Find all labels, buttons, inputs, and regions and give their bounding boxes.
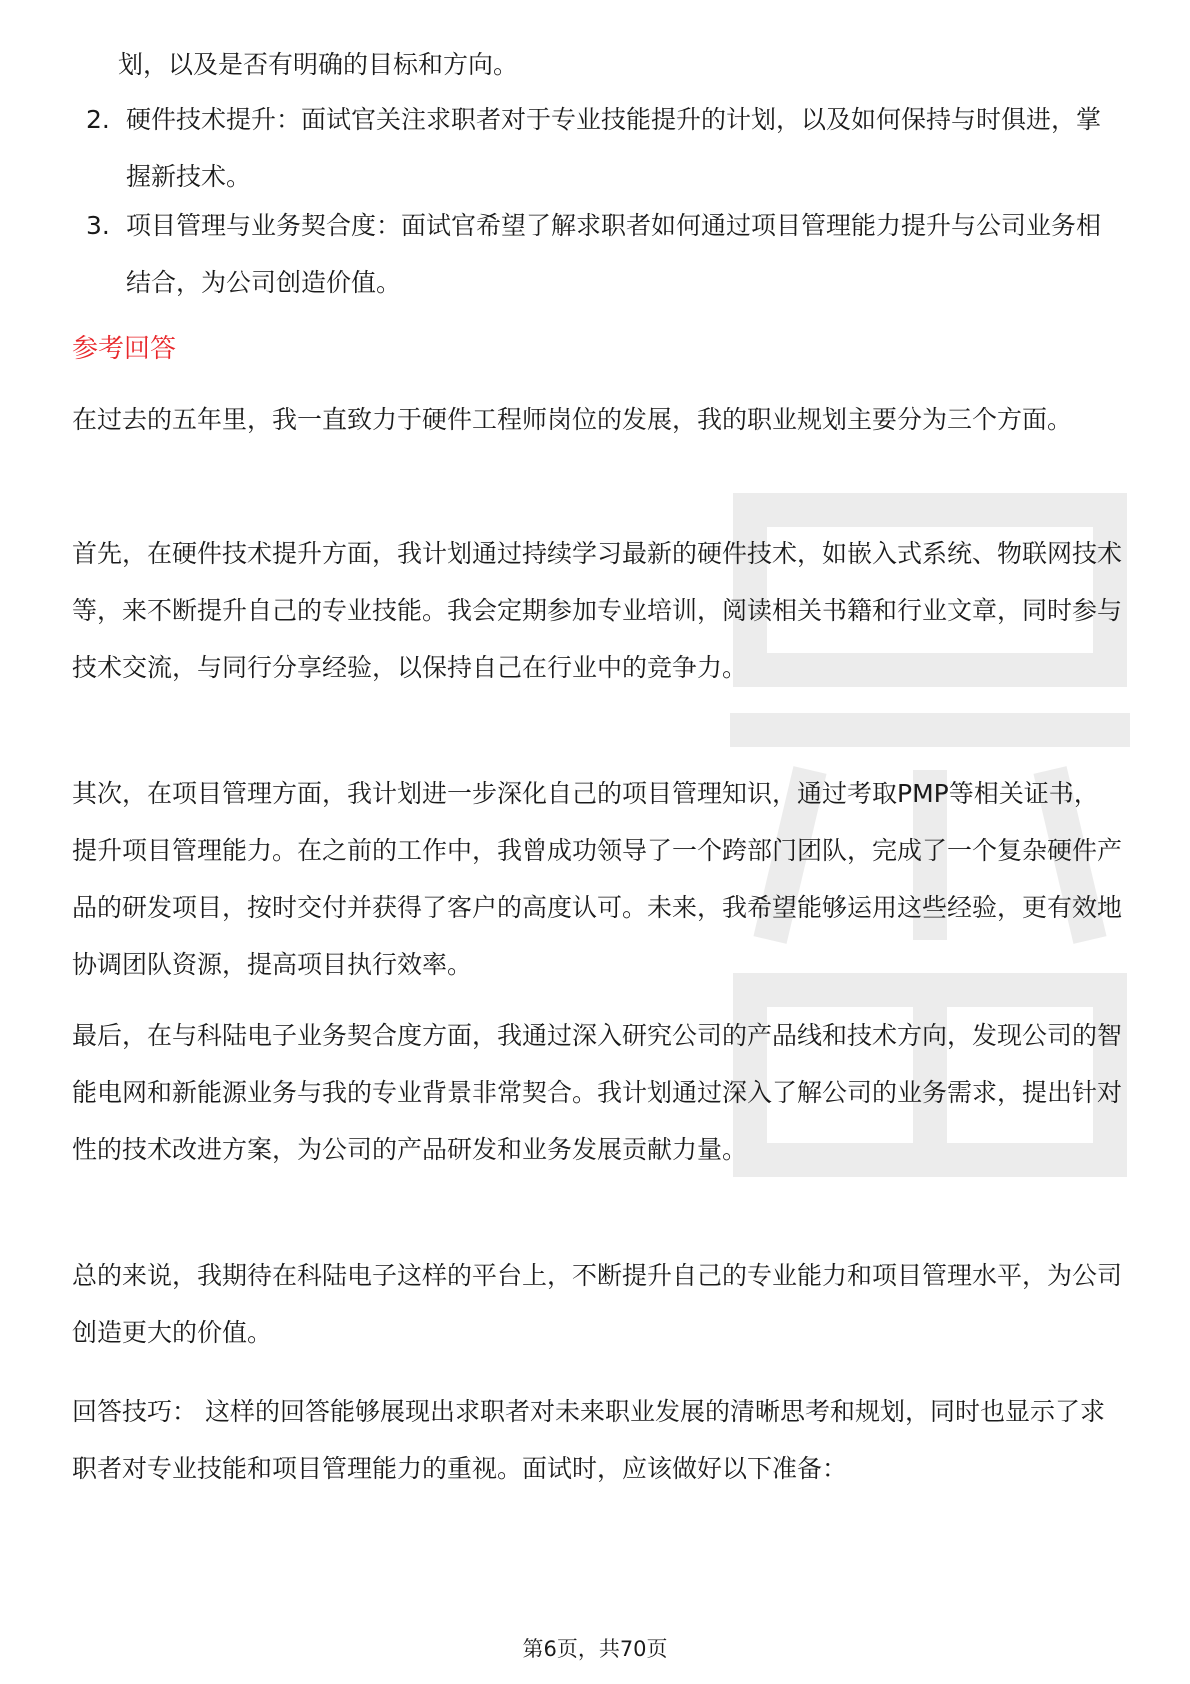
continuation-line: 划，以及是否有明确的目标和方向。 <box>118 50 519 79</box>
paragraph <box>72 1007 1122 1178</box>
list-text: 项目管理与业务契合度：面试官希望了解求职者如何通过项目管理能力提升与公司业务相结合，为公司创造价值。 <box>126 211 1102 297</box>
paragraph <box>72 525 1122 696</box>
heading-text: 参考回答 <box>72 334 177 364</box>
paragraph-text: 其次，在项目管理方面，我计划进一步深化自己的项目管理知识，通过考取PMP等相关证书，提升项目管理能力。在之前的工作中，我曾成功领导了一个跨部门团队，完成了一个复杂硬件产品的研发项目，按时交付并获得了客户的高度认可。未来，我希望能够运用这些经验，更有效地协调团队资源，提高项目执行效率。 <box>72 779 1123 979</box>
paragraph-text: 在过去的五年里，我一直致力于硬件工程师岗位的发展，我的职业规划主要分为三个方面。 <box>72 405 1073 434</box>
section-heading <box>72 321 1122 378</box>
paragraph <box>72 1383 1122 1497</box>
page-footer <box>0 1633 1190 1663</box>
continuation-text <box>118 36 1118 93</box>
page-number: 第6页，共70页 <box>522 1637 668 1661</box>
paragraph-text: 回答技巧： 这样的回答能够展现出求职者对未来职业发展的清晰思考和规划，同时也显示了求职者对专业技能和项目管理能力的重视。面试时，应该做好以下准备： <box>72 1397 1105 1483</box>
paragraph <box>72 765 1122 993</box>
paragraph-text: 首先，在硬件技术提升方面，我计划通过持续学习最新的硬件技术，如嵌入式系统、物联网技术等，来不断提升自己的专业技能。我会定期参加专业培训，阅读相关书籍和行业文章，同时参与技术交流，与同行分享经验，以保持自己在行业中的竞争力。 <box>72 539 1123 682</box>
paragraph <box>72 391 1122 448</box>
paragraph-text: 最后，在与科陆电子业务契合度方面，我通过深入研究公司的产品线和技术方向，发现公司的智能电网和新能源业务与我的专业背景非常契合。我计划通过深入了解公司的业务需求，提出针对性的技术改进方案，为公司的产品研发和业务发展贡献力量。 <box>72 1021 1123 1164</box>
list-number: 2. <box>86 105 110 134</box>
paragraph <box>72 1247 1122 1361</box>
paragraph-text: 总的来说，我期待在科陆电子这样的平台上，不断提升自己的专业能力和项目管理水平，为公司创造更大的价值。 <box>72 1261 1123 1347</box>
list-number: 3. <box>86 211 110 240</box>
list-text: 硬件技术提升：面试官关注求职者对于专业技能提升的计划，以及如何保持与时俱进，掌握新技术。 <box>126 105 1102 191</box>
